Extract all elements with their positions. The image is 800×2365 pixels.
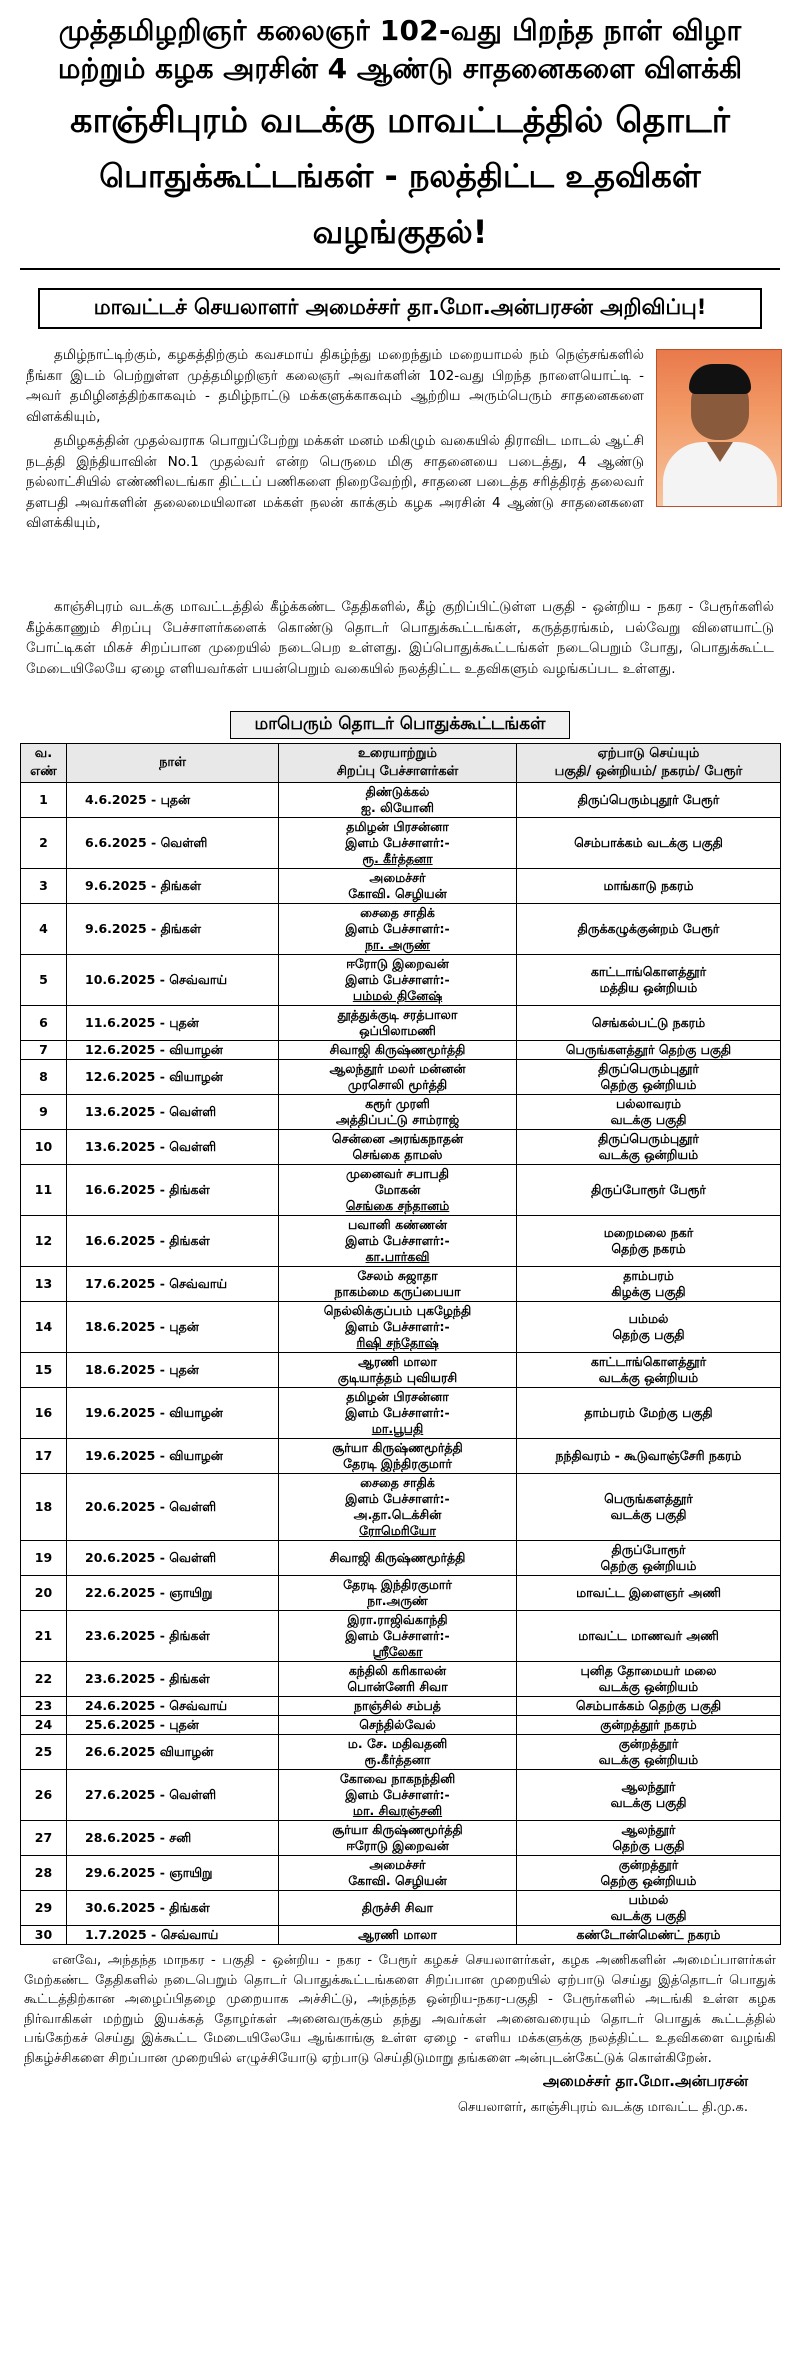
row-serial-no: 23 [21, 1697, 67, 1716]
area-line: மாவட்ட மாணவர் அணி [578, 1628, 719, 1643]
table-row [21, 955, 781, 1006]
table-row [21, 1216, 781, 1267]
table-row [21, 1165, 781, 1216]
speaker-name: ஐ. லியோனி [361, 800, 434, 815]
row-speakers [279, 955, 517, 1006]
row-serial-no: 21 [21, 1611, 67, 1662]
row-speakers [279, 904, 517, 955]
intro-paragraph-1: தமிழ்நாட்டிற்கும், கழகத்திற்கும் கவசமாய் திகழ்ந்து மறைந்தும் மறையாமல் நம் நெஞ்சங்களில் நீங்கா இடம் பெற்றுள்ள முத்தமிழறிஞர் கலைஞர் அவர்களின் 102-வது பிறந்த நாளையொட்டி - அவர் தமிழினத்திற்காகவும் - தமிழ்நாட்டு மக்களுக்காகவும் ஆற்றிய அரும்பெரும் சாதனைகளை விளக்கியும், [26, 347, 644, 425]
row-organizing-area [517, 1060, 781, 1095]
speaker-name: சென்னை அரங்கநாதன் [331, 1131, 464, 1146]
row-organizing-area [517, 869, 781, 904]
table-row [21, 1611, 781, 1662]
speaker-name: ரூ.கீர்த்தனா [364, 1752, 431, 1767]
speaker-name: பவானி கண்ணன் [347, 1217, 448, 1232]
row-organizing-area [517, 1302, 781, 1353]
header-speakers-bottom: சிறப்பு பேச்சாளர்கள் [336, 764, 459, 779]
row-organizing-area [517, 1388, 781, 1439]
area-line: தெற்கு ஒன்றியம் [600, 1077, 697, 1092]
table-row [21, 1041, 781, 1060]
row-serial-no: 3 [21, 869, 67, 904]
table-row [21, 1095, 781, 1130]
speaker-name: செந்தில்வேல் [359, 1717, 436, 1732]
row-speakers [279, 1439, 517, 1474]
speaker-name: முரசொலி மூர்த்தி [347, 1077, 448, 1092]
table-row [21, 1439, 781, 1474]
row-serial-no: 24 [21, 1716, 67, 1735]
speaker-name: அ.தா.டெக்சின் [353, 1507, 442, 1522]
row-serial-no: 20 [21, 1576, 67, 1611]
row-speakers [279, 1770, 517, 1821]
header-line-2: மற்றும் கழக அரசின் 4 ஆண்டு சாதனைகளை விளக்கி [57, 52, 743, 85]
speaker-name: கோவி. செழியன் [348, 886, 447, 901]
row-organizing-area [517, 1716, 781, 1735]
speaker-name: பம்மல் தினேஷ் [352, 988, 443, 1003]
row-organizing-area [517, 1541, 781, 1576]
row-organizing-area [517, 1474, 781, 1541]
area-line: குன்றத்தூர் நகரம் [600, 1717, 697, 1732]
area-line: தாம்பரம் [623, 1268, 674, 1283]
row-organizing-area [517, 1267, 781, 1302]
row-date: 23.6.2025 - திங்கள் [67, 1611, 279, 1662]
area-line: பெருங்களத்தூர் தெற்கு பகுதி [565, 1042, 732, 1057]
area-line: வடக்கு ஒன்றியம் [598, 1147, 699, 1162]
area-line: திருப்பெரும்புதூர் [598, 1061, 699, 1076]
table-row [21, 783, 781, 818]
speaker-name: ரிஷி சந்தோஷ் [356, 1335, 439, 1350]
area-line: தெற்கு பகுதி [612, 1838, 685, 1853]
speaker-name: திண்டுக்கல் [365, 784, 430, 799]
speaker-name: ஒப்பிலாமணி [359, 1023, 436, 1038]
row-serial-no: 14 [21, 1302, 67, 1353]
row-date: 17.6.2025 - செவ்வாய் [67, 1267, 279, 1302]
speaker-name: இளம் பேச்சாளர்:- [345, 1319, 450, 1334]
area-line: கிழக்கு பகுதி [611, 1284, 686, 1299]
designation: செயலாளர், காஞ்சிபுரம் வடக்கு மாவட்ட தி.மு.க. [457, 2100, 748, 2115]
table-title: மாபெரும் தொடர் பொதுக்கூட்டங்கள் [230, 711, 571, 739]
speaker-name: அத்திப்பட்டு சாம்ராஜ் [335, 1112, 460, 1127]
table-row [21, 1353, 781, 1388]
area-line: திருப்போரூர் பேரூர் [591, 1182, 706, 1197]
speaker-name: சிவாஜி கிருஷ்ணமூர்த்தி [329, 1042, 466, 1057]
row-organizing-area [517, 1891, 781, 1926]
table-row [21, 1697, 781, 1716]
speaker-name: ஸ்ரீலேகா [372, 1644, 423, 1659]
speaker-name: சைதை சாதிக் [360, 905, 435, 920]
speaker-name: இரா.ராஜிவ்காந்தி [347, 1612, 448, 1627]
area-line: பம்மல் [628, 1892, 669, 1907]
table-row [21, 1006, 781, 1041]
row-speakers [279, 1891, 517, 1926]
row-date: 23.6.2025 - திங்கள் [67, 1662, 279, 1697]
area-line: மாங்காடு நகரம் [603, 878, 694, 893]
area-line: செங்கல்பட்டு நகரம் [591, 1015, 706, 1030]
area-line: திருப்போரூர் [611, 1542, 686, 1557]
row-date: 19.6.2025 - வியாழன் [67, 1388, 279, 1439]
area-line: தெற்கு ஒன்றியம் [600, 1558, 697, 1573]
header-line-3: காஞ்சிபுரம் வடக்கு மாவட்டத்தில் தொடர் [70, 101, 730, 141]
row-serial-no: 5 [21, 955, 67, 1006]
speaker-name: இளம் பேச்சாளர்:- [345, 972, 450, 987]
row-serial-no: 13 [21, 1267, 67, 1302]
table-row [21, 1891, 781, 1926]
speaker-name: கந்திலி கரிகாலன் [348, 1663, 447, 1678]
row-speakers [279, 1662, 517, 1697]
header-area [517, 744, 781, 783]
row-speakers [279, 818, 517, 869]
speaker-name: தேரடி இந்திரகுமார் [343, 1456, 452, 1471]
area-line: பல்லாவரம் [615, 1096, 682, 1111]
row-speakers [279, 783, 517, 818]
speaker-name: ரோமெரியோ [359, 1523, 436, 1538]
row-speakers [279, 1541, 517, 1576]
row-organizing-area [517, 1130, 781, 1165]
row-serial-no: 19 [21, 1541, 67, 1576]
area-line: வடக்கு பகுதி [610, 1507, 687, 1522]
area-line: கண்டோன்மெண்ட் நகரம் [576, 1927, 721, 1942]
area-line: தெற்கு பகுதி [612, 1327, 685, 1342]
area-line: ஆலந்தூர் [621, 1822, 676, 1837]
row-organizing-area [517, 1353, 781, 1388]
table-row [21, 869, 781, 904]
area-line: வடக்கு பகுதி [610, 1112, 687, 1127]
schedule-table-body [21, 783, 781, 1945]
row-serial-no: 10 [21, 1130, 67, 1165]
speaker-name: ஈரோடு இறைவன் [346, 956, 449, 971]
row-organizing-area [517, 1697, 781, 1716]
row-date: 19.6.2025 - வியாழன் [67, 1439, 279, 1474]
row-serial-no: 9 [21, 1095, 67, 1130]
row-speakers [279, 1716, 517, 1735]
table-row [21, 1662, 781, 1697]
table-row [21, 1302, 781, 1353]
speaker-name: நா.அருண் [367, 1593, 428, 1608]
speaker-name: திருச்சி சிவா [361, 1900, 434, 1915]
header-date: நாள் [67, 744, 279, 783]
area-line: குன்றத்தூர் [618, 1736, 679, 1751]
row-organizing-area [517, 1095, 781, 1130]
speaker-name: கோவை நாகநந்தினி [339, 1771, 456, 1786]
row-date: 12.6.2025 - வியாழன் [67, 1060, 279, 1095]
speaker-name: சூர்யா கிருஷ்ணமூர்த்தி [332, 1822, 463, 1837]
speaker-name: ரூ. கீர்த்தனா [362, 851, 433, 866]
row-speakers [279, 1735, 517, 1770]
speaker-name: செங்கை சந்தானம் [345, 1198, 450, 1213]
area-line: திருப்பெரும்புதூர் [598, 1131, 699, 1146]
row-speakers [279, 1006, 517, 1041]
row-speakers [279, 1165, 517, 1216]
area-line: புனித தோமையர் மலை [580, 1663, 717, 1678]
speaker-name: தூத்துக்குடி சரத்பாலா [337, 1007, 458, 1022]
row-date: 30.6.2025 - திங்கள் [67, 1891, 279, 1926]
area-line: குன்றத்தூர் [618, 1857, 679, 1872]
row-speakers [279, 1926, 517, 1945]
row-date: 24.6.2025 - செவ்வாய் [67, 1697, 279, 1716]
table-row [21, 1267, 781, 1302]
row-organizing-area [517, 955, 781, 1006]
row-date: 13.6.2025 - வெள்ளி [67, 1130, 279, 1165]
area-line: செம்பாக்கம் வடக்கு பகுதி [574, 835, 723, 850]
area-line: திருப்பெரும்புதூர் பேரூர் [577, 792, 720, 807]
row-serial-no: 28 [21, 1856, 67, 1891]
intro-column [26, 345, 644, 538]
row-date: 9.6.2025 - திங்கள் [67, 904, 279, 955]
row-serial-no: 8 [21, 1060, 67, 1095]
row-date: 13.6.2025 - வெள்ளி [67, 1095, 279, 1130]
row-serial-no: 30 [21, 1926, 67, 1945]
row-organizing-area [517, 1926, 781, 1945]
row-date: 29.6.2025 - ஞாயிறு [67, 1856, 279, 1891]
table-row [21, 1926, 781, 1945]
row-serial-no: 16 [21, 1388, 67, 1439]
row-organizing-area [517, 1821, 781, 1856]
row-organizing-area [517, 1735, 781, 1770]
row-organizing-area [517, 1611, 781, 1662]
speaker-name: பொன்னேரி சிவா [347, 1679, 448, 1694]
row-speakers [279, 1353, 517, 1388]
area-line: மத்திய ஒன்றியம் [599, 980, 698, 995]
row-serial-no: 18 [21, 1474, 67, 1541]
speaker-name: குடியாத்தம் புவியரசி [337, 1370, 458, 1385]
row-serial-no: 12 [21, 1216, 67, 1267]
speaker-name: ஆலந்தூர் மலர் மன்னன் [329, 1061, 466, 1076]
row-organizing-area [517, 818, 781, 869]
row-serial-no: 1 [21, 783, 67, 818]
row-speakers [279, 1267, 517, 1302]
table-row [21, 1474, 781, 1541]
area-line: காட்டாங்கொளத்தூர் [590, 1354, 707, 1369]
table-row [21, 1388, 781, 1439]
table-row [21, 1716, 781, 1735]
announcement-box: மாவட்டச் செயலாளர் அமைச்சர் தா.மோ.அன்பரசன் அறிவிப்பு! [38, 288, 762, 329]
row-serial-no: 4 [21, 904, 67, 955]
area-line: திருக்கழுக்குன்றம் பேரூர் [577, 921, 720, 936]
area-line: தாம்பரம் மேற்கு பகுதி [584, 1405, 713, 1420]
header-divider [20, 268, 780, 270]
footer-paragraph: எனவே, அந்தந்த மாநகர - பகுதி - ஒன்றிய - நகர - பேரூர் கழகச் செயலாளர்கள், கழக அணிகளின் அமைப்பாளர்கள் மேற்கண்ட தேதிகளில் நடைபெறும் தொடர் பொதுக்கூட்டங்களை சிறப்பான முறையில் ஏற்பாடு செய்து இத்தொடர் பொதுக் கூட்டத்திற்கான அழைப்பிதழை முறையாக அச்சிட்டு, அந்தந்த ஒன்றிய-நகர-பகுதி - பேரூர்களில் அடங்கி உள்ள கழக நிர்வாகிகள் மற்றும் இயக்கத் தோழர்கள் அனைவருக்கும் தந்து அவர்கள் அனைவரையும் தொடர் பொதுக் கூட்டத்தில் பங்கேற்கச் செய்து இக்கூட்ட மேடையிலேயே ஆங்காங்கு உள்ள ஏழை - எளிய மக்களுக்கு நலத்திட்ட உதவிகளை வழங்கி நிகழ்ச்சிகளை சிறப்பான முறையில் எழுச்சியோடு ஏற்பாடு செய்திடுமாறு தங்களை அன்புடன்கேட்டுக் கொள்கிறேன். [24, 1953, 776, 2066]
area-line: வடக்கு ஒன்றியம் [598, 1752, 699, 1767]
intro-section [20, 345, 780, 705]
row-serial-no: 2 [21, 818, 67, 869]
row-speakers [279, 1856, 517, 1891]
area-line: வடக்கு ஒன்றியம் [598, 1679, 699, 1694]
speaker-name: சூர்யா கிருஷ்ணமூர்த்தி [332, 1440, 463, 1455]
table-row [21, 1770, 781, 1821]
row-date: 27.6.2025 - வெள்ளி [67, 1770, 279, 1821]
speaker-name: ஆரணி மாலா [358, 1354, 437, 1369]
area-line: மறைமலை நகர் [603, 1225, 694, 1240]
speaker-name: இளம் பேச்சாளர்:- [345, 1628, 450, 1643]
row-date: 20.6.2025 - வெள்ளி [67, 1474, 279, 1541]
speaker-name: ம. சே. மதிவதனி [347, 1736, 448, 1751]
row-speakers [279, 1576, 517, 1611]
area-line: காட்டாங்கொளத்தூர் [590, 964, 707, 979]
table-row [21, 1060, 781, 1095]
row-organizing-area [517, 783, 781, 818]
area-line: தெற்கு நகரம் [611, 1241, 686, 1256]
row-date: 11.6.2025 - புதன் [67, 1006, 279, 1041]
table-row [21, 1130, 781, 1165]
row-organizing-area [517, 1165, 781, 1216]
speaker-name: சிவாஜி கிருஷ்ணமூர்த்தி [329, 1550, 466, 1565]
photo-hair [689, 364, 751, 394]
row-speakers [279, 1095, 517, 1130]
row-organizing-area [517, 1576, 781, 1611]
row-speakers [279, 1697, 517, 1716]
row-speakers [279, 1474, 517, 1541]
row-date: 22.6.2025 - ஞாயிறு [67, 1576, 279, 1611]
area-line: செம்பாக்கம் தெற்கு பகுதி [575, 1698, 722, 1713]
table-row [21, 1576, 781, 1611]
row-date: 6.6.2025 - வெள்ளி [67, 818, 279, 869]
row-serial-no: 25 [21, 1735, 67, 1770]
row-organizing-area [517, 1662, 781, 1697]
row-serial-no: 15 [21, 1353, 67, 1388]
table-row [21, 1856, 781, 1891]
speaker-name: சைதை சாதிக் [360, 1475, 435, 1490]
row-speakers [279, 869, 517, 904]
intro-paragraph-3: காஞ்சிபுரம் வடக்கு மாவட்டத்தில் கீழ்க்கண்ட தேதிகளில், கீழ் குறிப்பிட்டுள்ள பகுதி - ஒன்றிய - நகர - பேரூர்களில் கீழ்க்காணும் சிறப்பு பேச்சாளர்களைக் கொண்டு தொடர் பொதுக்கூட்டங்கள், கருத்தரங்கம், பல்வேறு விளையாட்டு போட்டிகள் மிகச் சிறப்பான முறையில் நடைபெற உள்ளது. இப்பொதுக்கூட்டங்கள் நடைபெறும் போது, பொதுக்கூட்ட மேடையிலேயே ஏழை எளியவர்கள் பயன்பெறும் வகையில் நலத்திட்ட உதவிகளும் வழங்கப்பட உள்ளது. [26, 599, 774, 677]
row-serial-no: 22 [21, 1662, 67, 1697]
header-area-bottom: பகுதி/ ஒன்றியம்/ நகரம்/ பேரூர் [554, 764, 743, 779]
row-speakers [279, 1216, 517, 1267]
row-serial-no: 17 [21, 1439, 67, 1474]
footer-note [24, 1951, 776, 2068]
header-line-4: பொதுக்கூட்டங்கள் - நலத்திட்ட உதவிகள் வழங்குதல்! [99, 157, 701, 251]
secretary-photo [656, 349, 782, 507]
speaker-name: நெல்லிக்குப்பம் புகழேந்தி [323, 1303, 472, 1318]
row-speakers [279, 1060, 517, 1095]
area-line: வடக்கு பகுதி [610, 1908, 687, 1923]
row-date: 18.6.2025 - புதன் [67, 1353, 279, 1388]
area-line: பெருங்களத்தூர் [604, 1491, 693, 1506]
area-line: மாவட்ட இளைஞர் அணி [576, 1585, 721, 1600]
row-organizing-area [517, 1041, 781, 1060]
table-row [21, 818, 781, 869]
speaker-name: அமைச்சர் [369, 870, 426, 885]
row-speakers [279, 1821, 517, 1856]
speaker-name: செங்கை தாமஸ் [352, 1147, 443, 1162]
row-date: 25.6.2025 - புதன் [67, 1716, 279, 1735]
header-line-1: முத்தமிழறிஞர் கலைஞர் 102-வது பிறந்த நாள் விழா [58, 14, 742, 47]
area-line: ஆலந்தூர் [621, 1779, 676, 1794]
row-date: 4.6.2025 - புதன் [67, 783, 279, 818]
speaker-name: இளம் பேச்சாளர்:- [345, 921, 450, 936]
speaker-name: கோவி. செழியன் [348, 1873, 447, 1888]
speaker-name: கா.பார்கவி [365, 1249, 430, 1264]
row-serial-no: 11 [21, 1165, 67, 1216]
speaker-name: நா. அருண் [364, 937, 431, 952]
header-area-top: ஏற்பாடு செய்யும் [597, 746, 700, 761]
row-serial-no: 27 [21, 1821, 67, 1856]
area-line: நந்திவரம் - கூடுவாஞ்சேரி நகரம் [555, 1448, 742, 1463]
speaker-name: தேரடி இந்திரகுமார் [343, 1577, 452, 1592]
table-header-row [21, 744, 781, 783]
table-row [21, 904, 781, 955]
table-row [21, 1821, 781, 1856]
row-organizing-area [517, 904, 781, 955]
speaker-name: இளம் பேச்சாளர்:- [345, 835, 450, 850]
speaker-name: சேலம் சுஜாதா [357, 1268, 438, 1283]
speaker-name: ஈரோடு இறைவன் [346, 1838, 449, 1853]
speaker-name: மா.பூபதி [371, 1421, 424, 1436]
row-date: 20.6.2025 - வெள்ளி [67, 1541, 279, 1576]
row-organizing-area [517, 1770, 781, 1821]
row-date: 12.6.2025 - வியாழன் [67, 1041, 279, 1060]
speaker-name: அமைச்சர் [369, 1857, 426, 1872]
speaker-name: முனைவர் சபாபதி [346, 1166, 449, 1181]
row-date: 16.6.2025 - திங்கள் [67, 1165, 279, 1216]
row-speakers [279, 1611, 517, 1662]
speaker-name: இளம் பேச்சாளர்:- [345, 1491, 450, 1506]
table-row [21, 1541, 781, 1576]
area-line: பம்மல் [628, 1311, 669, 1326]
speaker-name: மா. சிவரஞ்சனி [352, 1803, 443, 1818]
speaker-name: நாஞ்சில் சம்பத் [354, 1698, 441, 1713]
table-row [21, 1735, 781, 1770]
row-speakers [279, 1388, 517, 1439]
row-organizing-area [517, 1006, 781, 1041]
intro-full-width [26, 597, 774, 683]
row-date: 18.6.2025 - புதன் [67, 1302, 279, 1353]
area-line: வடக்கு பகுதி [610, 1795, 687, 1810]
row-serial-no: 26 [21, 1770, 67, 1821]
speaker-name: கரூர் முரளி [365, 1096, 430, 1111]
area-line: தெற்கு ஒன்றியம் [600, 1873, 697, 1888]
speaker-name: தமிழன் பிரசன்னா [346, 1389, 449, 1404]
row-date: 16.6.2025 - திங்கள் [67, 1216, 279, 1267]
speaker-name: இளம் பேச்சாளர்:- [345, 1233, 450, 1248]
row-date: 9.6.2025 - திங்கள் [67, 869, 279, 904]
row-date: 1.7.2025 - செவ்வாய் [67, 1926, 279, 1945]
schedule-table [20, 743, 781, 1945]
row-speakers [279, 1302, 517, 1353]
speaker-name: இளம் பேச்சாளர்:- [345, 1787, 450, 1802]
row-speakers [279, 1041, 517, 1060]
speaker-name: நாகம்மை கருப்பையா [334, 1284, 461, 1299]
row-serial-no: 7 [21, 1041, 67, 1060]
speaker-name: ஆரணி மாலா [358, 1927, 437, 1942]
row-serial-no: 6 [21, 1006, 67, 1041]
speaker-name: இளம் பேச்சாளர்:- [345, 1405, 450, 1420]
row-organizing-area [517, 1216, 781, 1267]
row-organizing-area [517, 1856, 781, 1891]
row-speakers [279, 1130, 517, 1165]
row-organizing-area [517, 1439, 781, 1474]
header-speakers-top: உரையாற்றும் [358, 746, 437, 761]
table-title-wrap [20, 711, 780, 739]
row-date: 10.6.2025 - செவ்வாய் [67, 955, 279, 1006]
speaker-name: தமிழன் பிரசன்னா [346, 819, 449, 834]
header-speakers [279, 744, 517, 783]
row-serial-no: 29 [21, 1891, 67, 1926]
header-serial-no: வ. எண் [21, 744, 67, 783]
area-line: வடக்கு ஒன்றியம் [598, 1370, 699, 1385]
speaker-name: மோகன் [374, 1182, 421, 1197]
row-date: 26.6.2025 வியாழன் [67, 1735, 279, 1770]
intro-paragraph-2: தமிழகத்தின் முதல்வராக பொறுப்பேற்று மக்கள் மனம் மகிழும் வகையில் திராவிட மாடல் ஆட்சி நடத்தி இந்தியாவின் No.1 முதல்வர் என்ற பெருமை மிகு சாதனையை படைத்து, 4 ஆண்டு நல்லாட்சியில் எண்ணிலடங்கா திட்டப் பணிகளை நிறைவேற்றி, சாதனை படைத்த சரித்திரத் தலைவர் தளபதி அவர்களின் தலைமையிலான மக்கள் நலன் காக்கும் கழக அரசின் 4 ஆண்டு சாதனைகளை விளக்கியும், [26, 433, 644, 531]
signature: அமைச்சர் தா.மோ.அன்பரசன் [542, 2072, 748, 2090]
row-date: 28.6.2025 - சனி [67, 1821, 279, 1856]
